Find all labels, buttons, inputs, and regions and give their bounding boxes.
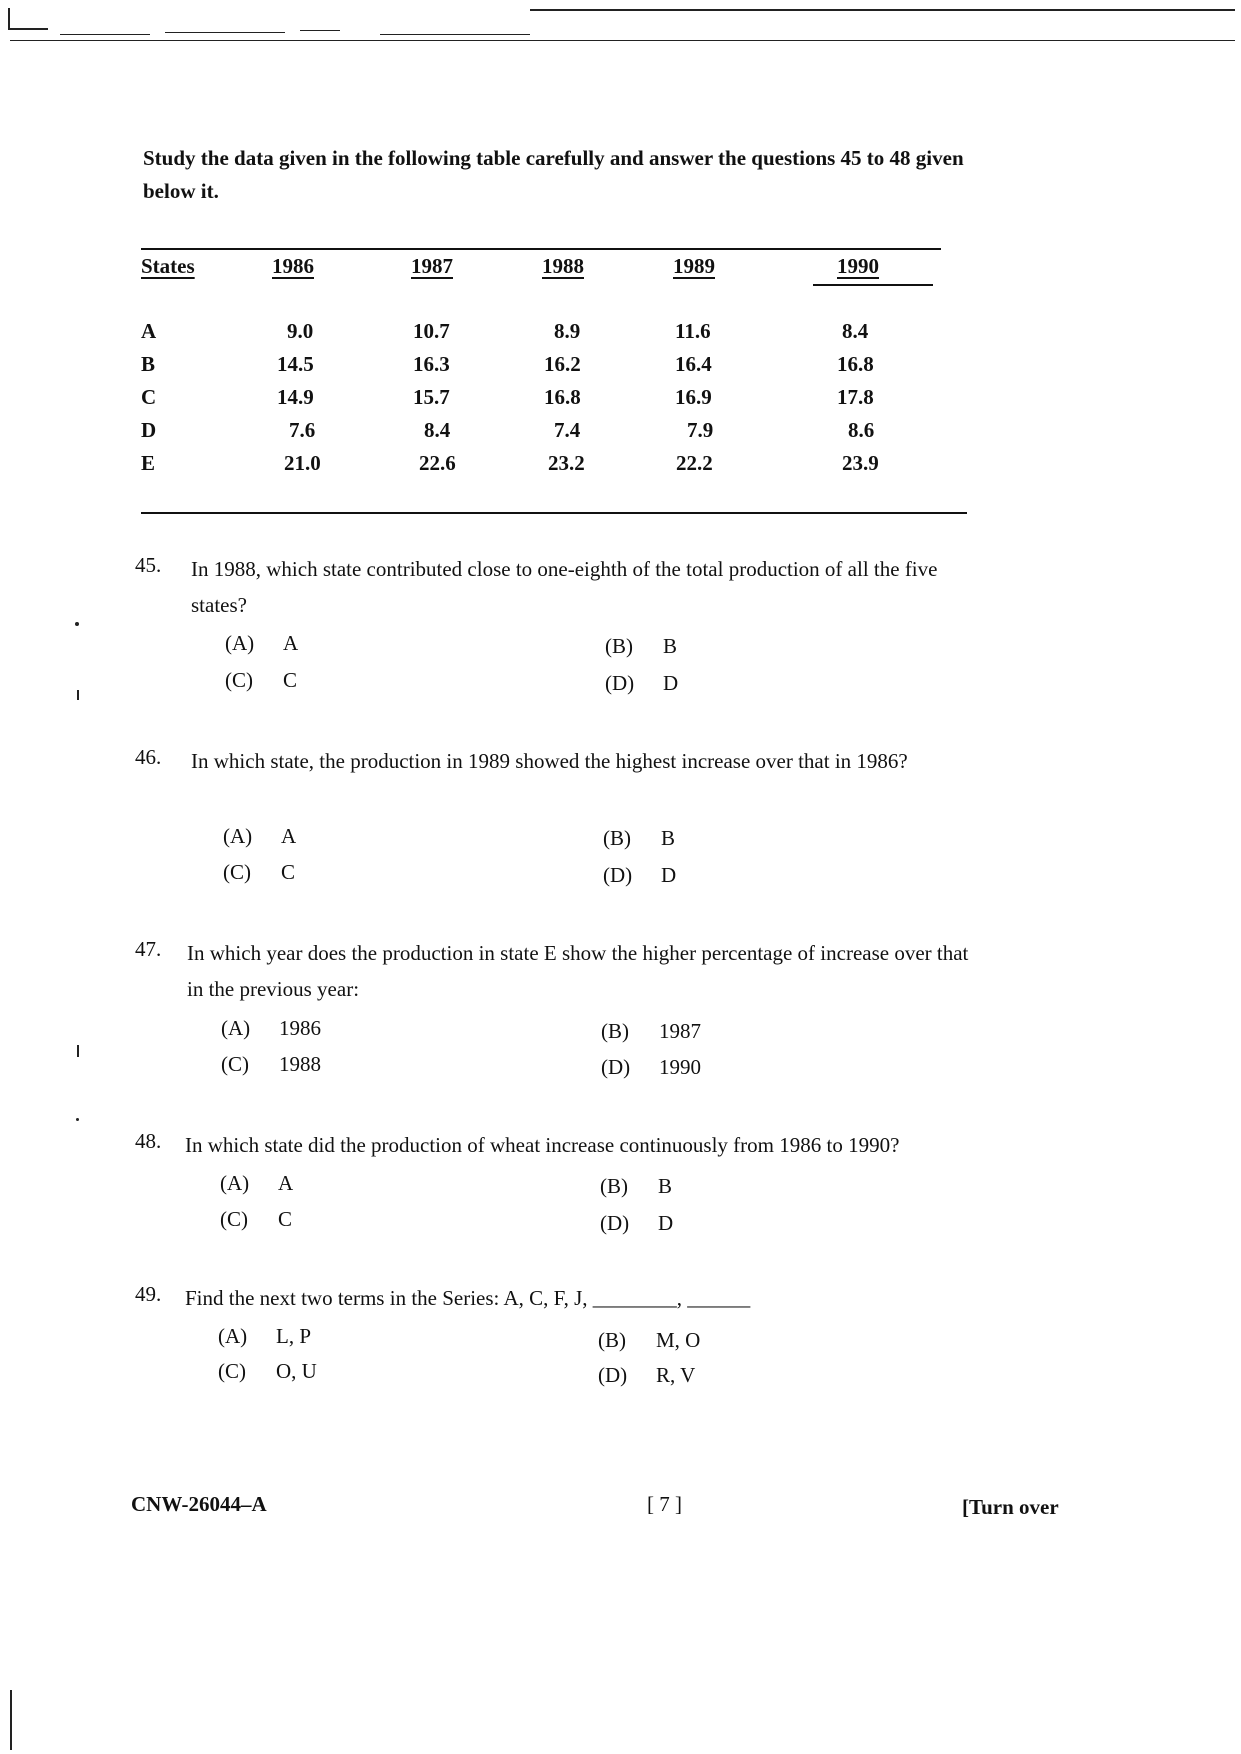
cell-state: E bbox=[141, 451, 156, 475]
question-text: Find the next two terms in the Series: A, C, F, J, ________, ______ bbox=[185, 1286, 751, 1310]
cell-value: 16.2 bbox=[544, 352, 581, 376]
question-text: In 1988, which state contributed close to one-eighth of the total production of all the five states? bbox=[191, 557, 938, 617]
cell-value: 22.2 bbox=[676, 451, 713, 475]
question-number: 47. bbox=[135, 937, 162, 961]
table-row bbox=[141, 451, 967, 481]
option-a: (A) A bbox=[225, 631, 299, 655]
page-number: [ 7 ] bbox=[647, 1492, 682, 1516]
intro-instructions: Study the data given in the following table carefully and answer the questions 45 to 48 given below it. bbox=[143, 146, 964, 203]
option-c: (C) 1988 bbox=[221, 1052, 321, 1076]
option-b: (B) B bbox=[603, 826, 676, 850]
cell-value: 16.3 bbox=[413, 352, 450, 376]
option-c: (C) C bbox=[223, 860, 296, 884]
option-b: (B) 1987 bbox=[601, 1019, 701, 1043]
question-text: In which state did the production of wheat increase continuously from 1986 to 1990? bbox=[185, 1133, 900, 1157]
scan-dash-2 bbox=[165, 32, 285, 33]
option-a: (A) A bbox=[220, 1171, 294, 1195]
scan-speck-2 bbox=[77, 690, 79, 700]
scan-corner-mark bbox=[8, 8, 10, 30]
table-bottom-rule bbox=[141, 512, 967, 514]
cell-value: 7.6 bbox=[289, 418, 316, 442]
cell-value: 21.0 bbox=[284, 451, 321, 475]
table-header-row bbox=[141, 254, 967, 284]
option-b: (B) B bbox=[600, 1174, 673, 1198]
option-d: (D) 1990 bbox=[601, 1055, 701, 1079]
cell-value: 23.2 bbox=[548, 451, 585, 475]
scan-speck-4 bbox=[76, 1118, 79, 1121]
cell-value: 9.0 bbox=[287, 319, 314, 343]
exam-code: CNW-26044–A bbox=[131, 1492, 267, 1516]
option-c: (C) C bbox=[225, 668, 298, 692]
cell-value: 16.9 bbox=[675, 385, 712, 409]
cell-value: 7.4 bbox=[554, 418, 581, 442]
cell-value: 17.8 bbox=[837, 385, 874, 409]
question-number: 49. bbox=[135, 1282, 162, 1306]
cell-value: 15.7 bbox=[413, 385, 450, 409]
header-states: States bbox=[141, 254, 195, 278]
scan-speck-3 bbox=[77, 1045, 79, 1057]
scan-dash-4 bbox=[380, 34, 530, 35]
option-a: (A) 1986 bbox=[221, 1016, 321, 1040]
header-1988: 1988 bbox=[542, 254, 584, 278]
turn-over-label: [Turn over bbox=[962, 1495, 1059, 1519]
question-47 bbox=[135, 935, 975, 1085]
question-text: In which year does the production in state E show the higher percentage of increase over that in the previous year: bbox=[187, 941, 969, 1001]
scan-line-top-right bbox=[530, 9, 1235, 11]
option-d: (D) R, V bbox=[598, 1363, 696, 1387]
question-46 bbox=[135, 743, 975, 893]
cell-value: 14.9 bbox=[277, 385, 314, 409]
option-a: (A) L, P bbox=[218, 1324, 312, 1348]
question-49 bbox=[135, 1280, 975, 1400]
cell-value: 8.4 bbox=[424, 418, 451, 442]
cell-state: A bbox=[141, 319, 157, 343]
option-b: (B) M, O bbox=[598, 1328, 701, 1352]
cell-state: B bbox=[141, 352, 156, 376]
question-number: 45. bbox=[135, 553, 162, 577]
question-number: 48. bbox=[135, 1129, 162, 1153]
option-c: (C) O, U bbox=[218, 1359, 317, 1383]
question-45 bbox=[135, 551, 975, 701]
table-row bbox=[141, 352, 967, 382]
cell-value: 7.9 bbox=[687, 418, 714, 442]
question-number: 46. bbox=[135, 745, 162, 769]
cell-value: 8.4 bbox=[842, 319, 869, 343]
option-d: (D) D bbox=[603, 863, 677, 887]
header-1989: 1989 bbox=[673, 254, 715, 278]
cell-value: 11.6 bbox=[675, 319, 711, 343]
option-d: (D) D bbox=[605, 671, 679, 695]
cell-value: 22.6 bbox=[419, 451, 456, 475]
option-c: (C) C bbox=[220, 1207, 293, 1231]
option-d: (D) D bbox=[600, 1211, 674, 1235]
question-48 bbox=[135, 1127, 975, 1247]
cell-state: C bbox=[141, 385, 157, 409]
scan-speck-1 bbox=[75, 622, 79, 626]
option-a: (A) A bbox=[223, 824, 297, 848]
header-underline-1990 bbox=[813, 284, 933, 286]
question-text: In which state, the production in 1989 showed the highest increase over that in 1986? bbox=[191, 749, 908, 773]
table-row bbox=[141, 319, 967, 349]
header-1987: 1987 bbox=[411, 254, 453, 278]
scan-dash-3 bbox=[300, 30, 340, 31]
table-top-rule bbox=[141, 248, 941, 250]
cell-value: 16.4 bbox=[675, 352, 712, 376]
scan-left-edge bbox=[10, 1690, 12, 1750]
option-b: (B) B bbox=[605, 634, 678, 658]
cell-value: 23.9 bbox=[842, 451, 879, 475]
cell-state: D bbox=[141, 418, 157, 442]
cell-value: 8.6 bbox=[848, 418, 875, 442]
header-1990: 1990 bbox=[837, 254, 879, 278]
header-1986: 1986 bbox=[272, 254, 314, 278]
table-row bbox=[141, 418, 967, 448]
cell-value: 14.5 bbox=[277, 352, 314, 376]
scan-line-top bbox=[10, 40, 1235, 41]
cell-value: 16.8 bbox=[544, 385, 581, 409]
cell-value: 8.9 bbox=[554, 319, 581, 343]
cell-value: 10.7 bbox=[413, 319, 450, 343]
scan-dash-1 bbox=[60, 34, 150, 35]
cell-value: 16.8 bbox=[837, 352, 874, 376]
table-row bbox=[141, 385, 967, 415]
scan-corner-mark-h bbox=[8, 28, 48, 30]
